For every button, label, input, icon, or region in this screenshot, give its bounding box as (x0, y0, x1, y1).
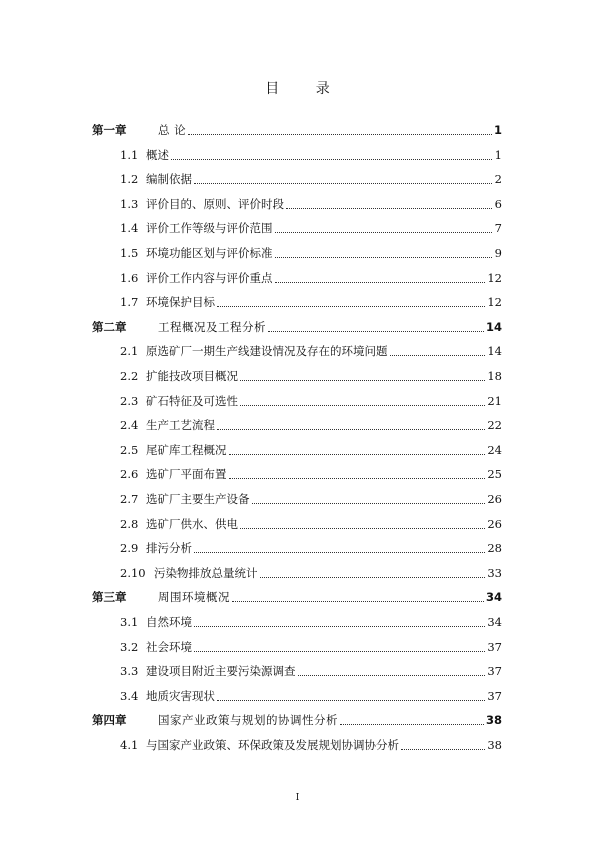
toc-entry-page-number: 37 (487, 664, 502, 679)
toc-entry-label: 工程概况及工程分析 (158, 319, 266, 334)
toc-section-entry[interactable] (120, 368, 502, 384)
toc-entry-number: 1.6 (120, 270, 139, 285)
toc-entry-page-number: 1 (493, 123, 502, 137)
dot-leader (401, 749, 485, 750)
page-title: 目 录 (265, 81, 346, 97)
toc-entry-page-number: 1 (494, 147, 502, 162)
toc-entry-number: 2.9 (120, 541, 139, 556)
dot-leader (194, 651, 485, 652)
toc-entry-label: 污染物排放总量统计 (154, 565, 258, 580)
dot-leader (194, 552, 485, 553)
dot-leader (229, 478, 486, 479)
toc-chapter-entry[interactable] (92, 589, 502, 605)
page-number-footer: I (295, 793, 300, 803)
toc-entry-page-number: 38 (485, 713, 502, 728)
toc-entry-label: 原选矿厂一期生产线建设情况及存在的环境问题 (146, 344, 388, 359)
toc-entry-label: 评价目的、原则、评价时段 (146, 196, 284, 211)
toc-entry-page-number: 12 (487, 270, 502, 285)
toc-entry-number: 2.5 (120, 442, 139, 457)
toc-entry-label: 尾矿库工程概况 (146, 442, 227, 457)
toc-chapter-entry[interactable] (92, 122, 502, 138)
toc-section-entry[interactable] (120, 294, 502, 310)
toc-section-entry[interactable] (120, 417, 502, 433)
toc-section-entry[interactable] (120, 147, 502, 163)
dot-leader (217, 306, 485, 307)
dot-leader (229, 454, 486, 455)
toc-chapter-entry[interactable] (92, 319, 502, 335)
toc-section-entry[interactable] (120, 565, 502, 581)
dot-leader (268, 331, 484, 332)
dot-leader (240, 405, 485, 406)
dot-leader (260, 577, 486, 578)
toc-entry-number: 1.1 (120, 147, 139, 162)
toc-entry-number: 2.1 (120, 344, 139, 359)
dot-leader (194, 626, 485, 627)
toc-entry-page-number: 18 (487, 369, 502, 383)
toc-entry-page-number: 14 (487, 344, 502, 359)
dot-leader (390, 355, 486, 356)
dot-leader (217, 429, 485, 430)
toc-entry-page-number: 22 (487, 418, 502, 433)
toc-entry-label: 评价工作内容与评价重点 (146, 270, 273, 285)
toc-entry-label: 选矿厂供水、供电 (146, 516, 238, 531)
toc-entry-page-number: 25 (487, 467, 502, 482)
toc-entry-label: 选矿厂主要生产设备 (146, 492, 250, 506)
toc-entry-label: 与国家产业政策、环保政策及发展规划协调协分析 (146, 738, 399, 752)
dot-leader (240, 380, 485, 381)
toc-entry-label: 环境保护目标 (146, 295, 215, 310)
toc-entry-number: 4.1 (120, 738, 139, 752)
toc-section-entry[interactable] (120, 466, 502, 482)
toc-section-entry[interactable] (120, 171, 502, 187)
toc-entry-label: 社会环境 (146, 639, 192, 654)
toc-entry-label: 周围环境概况 (158, 590, 230, 605)
dot-leader (217, 700, 485, 701)
toc-entry-page-number: 37 (487, 639, 502, 654)
toc-entry-page-number: 37 (487, 688, 502, 703)
toc-entry-page-number: 14 (485, 319, 502, 334)
toc-entry-number: 1.3 (120, 196, 139, 211)
toc-entry-label: 自然环境 (146, 615, 192, 629)
toc-entry-label: 矿石特征及可选性 (146, 393, 238, 408)
toc-entry-number: 1.4 (120, 221, 139, 236)
toc-entry-page-number: 26 (487, 492, 502, 506)
dot-leader (194, 183, 492, 184)
toc-entry-label: 编制依据 (146, 172, 192, 187)
toc-entry-number: 1.2 (120, 172, 139, 187)
toc-entry-label: 扩能技改项目概况 (146, 369, 238, 383)
toc-entry-label: 评价工作等级与评价范围 (146, 221, 273, 236)
toc-entry-label: 选矿厂平面布置 (146, 467, 227, 482)
toc-entry-number: 第二章 (92, 319, 127, 334)
toc-entry-page-number: 34 (485, 590, 502, 605)
toc-entry-page-number: 9 (494, 246, 502, 260)
toc-entry-page-number: 6 (494, 196, 502, 211)
toc-section-entry[interactable] (120, 393, 502, 409)
toc-entry-label: 总 论 (158, 123, 187, 137)
dot-leader (340, 724, 484, 725)
toc-entry-number: 2.8 (120, 516, 139, 531)
toc-entry-label: 国家产业政策与规划的协调性分析 (158, 713, 338, 728)
dot-leader (275, 232, 493, 233)
toc-entry-label: 地质灾害现状 (146, 688, 215, 703)
toc-entry-page-number: 21 (487, 393, 502, 408)
toc-entry-number: 3.2 (120, 639, 139, 654)
toc-entry-page-number: 34 (487, 615, 502, 629)
toc-entry-number: 2.6 (120, 467, 139, 482)
dot-leader (240, 528, 485, 529)
toc-entry-number: 2.2 (120, 369, 139, 383)
toc-entry-label: 建设项目附近主要污染源调查 (146, 664, 296, 679)
dot-leader (232, 601, 484, 602)
toc-entry-page-number: 28 (487, 541, 502, 556)
toc-entry-page-number: 26 (487, 516, 502, 531)
toc-entry-number: 3.1 (120, 615, 139, 629)
dot-leader (275, 282, 486, 283)
dot-leader (188, 134, 492, 135)
toc-entry-number: 2.7 (120, 492, 139, 506)
toc-section-entry[interactable] (120, 270, 502, 286)
toc-entry-label: 环境功能区划与评价标准 (146, 246, 273, 260)
toc-section-entry[interactable] (120, 343, 502, 359)
dot-leader (298, 675, 486, 676)
toc-entry-label: 排污分析 (146, 541, 192, 556)
toc-section-entry[interactable] (120, 540, 502, 556)
toc-section-entry[interactable] (120, 516, 502, 532)
toc-entry-number: 2.3 (120, 393, 139, 408)
toc-entry-page-number: 33 (487, 565, 502, 580)
toc-section-entry[interactable] (120, 663, 502, 679)
toc-entry-number: 1.5 (120, 246, 139, 260)
toc-entry-label: 生产工艺流程 (146, 418, 215, 433)
toc-entry-number: 2.4 (120, 418, 139, 433)
dot-leader (286, 208, 492, 209)
dot-leader (275, 257, 493, 258)
toc-entry-page-number: 2 (494, 172, 502, 187)
toc-chapter-entry[interactable] (92, 712, 502, 728)
toc-section-entry[interactable] (120, 639, 502, 655)
toc-entry-page-number: 12 (487, 295, 502, 310)
toc-entry-number: 第三章 (92, 590, 127, 605)
toc-section-entry[interactable] (120, 737, 502, 753)
toc-section-entry[interactable] (120, 442, 502, 458)
toc-entry-number: 3.3 (120, 664, 139, 679)
toc-section-entry[interactable] (120, 491, 502, 507)
toc-section-entry[interactable] (120, 220, 502, 236)
toc-entry-page-number: 7 (494, 221, 502, 236)
toc-entry-number: 3.4 (120, 688, 139, 703)
toc-entry-page-number: 24 (487, 442, 502, 457)
toc-entry-number: 1.7 (120, 295, 139, 310)
toc-entry-label: 概述 (146, 147, 169, 162)
toc-entry-number: 第四章 (92, 713, 127, 728)
toc-section-entry[interactable] (120, 196, 502, 212)
toc-section-entry[interactable] (120, 245, 502, 261)
toc-entry-page-number: 38 (487, 738, 502, 752)
dot-leader (252, 503, 486, 504)
toc-entry-number: 第一章 (92, 123, 127, 137)
toc-entry-number: 2.10 (120, 565, 146, 580)
toc-section-entry[interactable] (120, 614, 502, 630)
toc-section-entry[interactable] (120, 688, 502, 704)
dot-leader (171, 159, 492, 160)
